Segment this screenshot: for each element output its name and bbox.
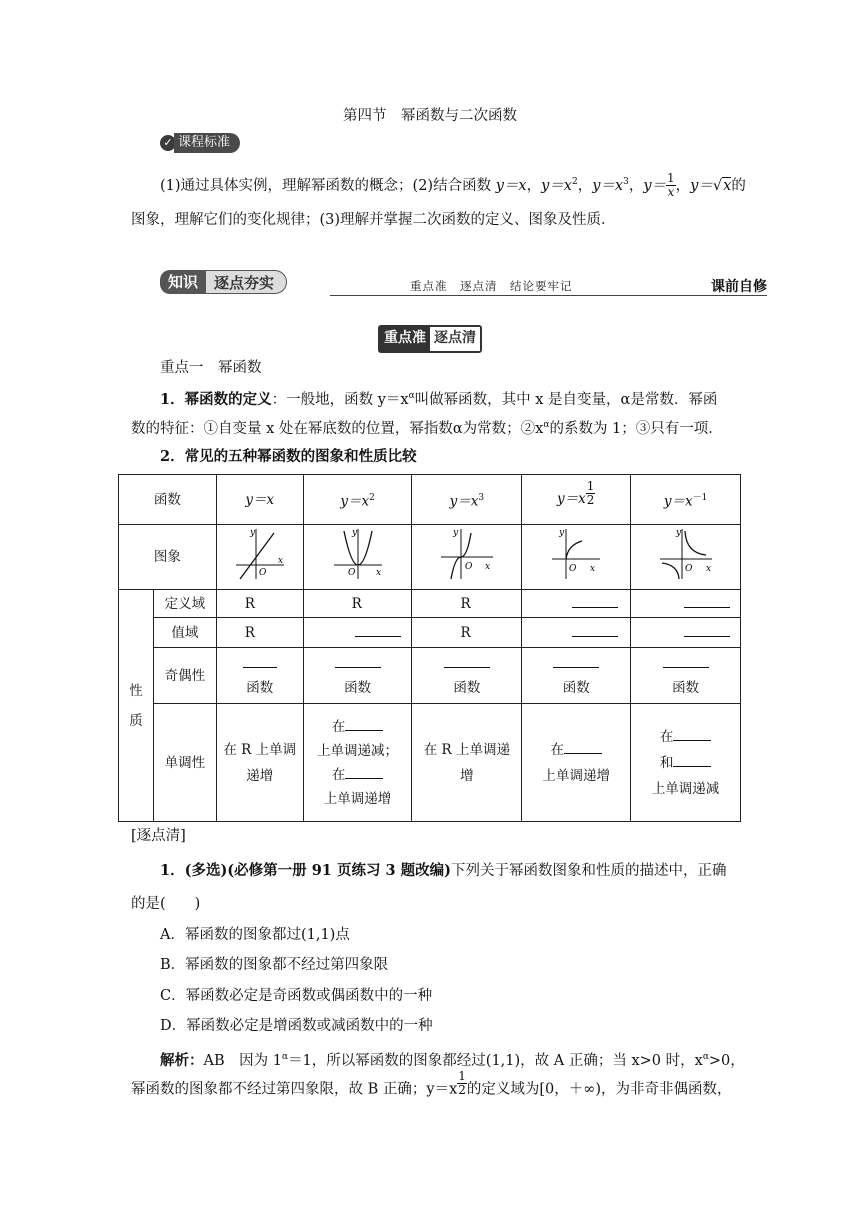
parity-5: 函数 (631, 648, 741, 704)
header-fn-3: $y=x^3$ (412, 475, 522, 525)
course-standard-badge (160, 133, 240, 153)
parity-2: 函数 (303, 648, 412, 704)
domain-1: R (216, 590, 303, 618)
header-monotonicity: 单调性 (153, 704, 216, 822)
header-fn-2: $y=x^2$ (303, 475, 412, 525)
power-function-table (118, 474, 741, 822)
x-axis-label: x (705, 564, 711, 574)
header-fn-5: $y=x^{-1}$ (631, 475, 741, 525)
banner-right: 课前自修 (711, 279, 767, 295)
graph-reciprocal (631, 525, 741, 590)
parity-1: 函数 (216, 648, 303, 704)
option-d: D．幂函数必定是增函数或减函数中的一种 (160, 1018, 433, 1034)
y-axis-label: y (675, 528, 681, 538)
origin-label: O (569, 564, 577, 574)
parity-4: 函数 (522, 648, 631, 704)
domain-4-blank (522, 590, 631, 618)
origin-label: O (684, 564, 692, 574)
check-icon: ✓ (160, 135, 176, 151)
header-fn-1: y＝x (216, 475, 303, 525)
header-function: 函数 (119, 475, 217, 525)
standard-line-2: 图象，理解它们的变化规律；(3)理解并掌握二次函数的定义、图象及性质． (131, 212, 616, 228)
graph-cube (412, 525, 522, 590)
graph-sqrt (522, 525, 631, 590)
y-axis-label: y (249, 528, 255, 538)
mono-5: 在 和 上单调递减 (631, 704, 741, 822)
origin-label: O (258, 568, 267, 578)
question-line-2: 的是( ) (131, 896, 201, 912)
header-parity: 奇偶性 (153, 648, 216, 704)
mono-2: 在 上单调递减； 在 上单调递增 (303, 704, 412, 822)
option-b: B．幂函数的图象都不经过第四象限 (160, 957, 389, 973)
origin-label: O (464, 562, 473, 572)
analysis-line-2: 幂函数的图象都不经过第四象限，故 B 正确；y＝x $\frac{1}{2}$ 的定义域为[0，＋∞)，为非奇非偶函数， (131, 1069, 732, 1098)
section-heading-1: 重点一 幂函数 (160, 360, 262, 376)
parity-3: 函数 (412, 648, 522, 704)
option-a: A．幂函数的图象都过(1,1)点 (160, 927, 350, 943)
x-axis-label: x (484, 562, 490, 572)
header-range: 值域 (153, 618, 216, 648)
option-c: C．幂函数必定是奇函数或偶函数中的一种 (160, 988, 433, 1004)
mono-4: 在 上单调递增 (522, 704, 631, 822)
range-1: R (216, 618, 303, 648)
header-fn-4: y＝x $\frac{1}{2}$ (522, 475, 631, 525)
domain-3: R (412, 590, 522, 618)
mono-1: 在 R 上单调递增 (216, 704, 303, 822)
banner-middle: 重点准 逐点清 结论要牢记 (410, 279, 573, 293)
x-axis-label: x (590, 564, 596, 574)
definition-line-1: 1．幂函数的定义：一般地，函数 $y=x^\alpha$叫做幂函数，其中 x 是自变量，α是常数．幂函 (160, 390, 718, 408)
question-line-1: 1．(多选)(必修第一册 91 页练习 3 题改编)下列关于幂函数图象和性质的描述中，正确 (160, 862, 727, 879)
page-title: 第四节 幂函数与二次函数 (343, 108, 517, 124)
domain-5-blank (631, 590, 741, 618)
y-axis-label: y (452, 528, 458, 538)
compare-title: 2．常见的五种幂函数的图象和性质比较 (160, 448, 417, 465)
header-domain: 定义域 (153, 590, 216, 618)
badge-label: 课程标准 (174, 133, 240, 153)
mono-3: 在 R 上单调递增 (412, 704, 522, 822)
header-graph: 图象 (119, 525, 217, 590)
sub-banner (378, 325, 482, 353)
definition-line-2: 数的特征：①自变量 x 处在幂底数的位置，幂指数α为常数；$②x^\alpha$的系数为 1；③只有一项． (131, 420, 723, 437)
sub-banner-a: 重点准 (380, 327, 430, 351)
standard-line-1: (1)通过具体实例，理解幂函数的概念；(2)结合函数 y＝x，$y=x^2$，$y=x^3$，y＝ $\frac{1}{x}$ ，y＝√x的 (160, 171, 746, 200)
range-2-blank (303, 618, 412, 648)
range-5-blank (631, 618, 741, 648)
header-property: 性质 (119, 590, 154, 822)
x-axis-label: x (277, 556, 283, 566)
section-heading-2: [逐点清] (131, 828, 186, 844)
y-axis-label: y (351, 528, 357, 538)
range-3: R (412, 618, 522, 648)
graph-linear (216, 525, 303, 590)
y-axis-label: y (559, 528, 565, 538)
banner-left-a: 知识 (160, 270, 206, 294)
domain-2: R (303, 590, 412, 618)
range-4-blank (522, 618, 631, 648)
origin-label: O (347, 568, 355, 578)
graph-square (303, 525, 412, 590)
sub-banner-b: 逐点清 (430, 327, 480, 351)
analysis-line-1: 解析：AB 因为 $1^\alpha=1$，所以幂函数的图象都经过(1,1)，故 A 正确；当 x>0 时，$x^\alpha>0$， (160, 1051, 745, 1069)
knowledge-banner (160, 270, 767, 300)
banner-left-b: 逐点夯实 (206, 270, 287, 294)
x-axis-label: x (375, 568, 381, 578)
